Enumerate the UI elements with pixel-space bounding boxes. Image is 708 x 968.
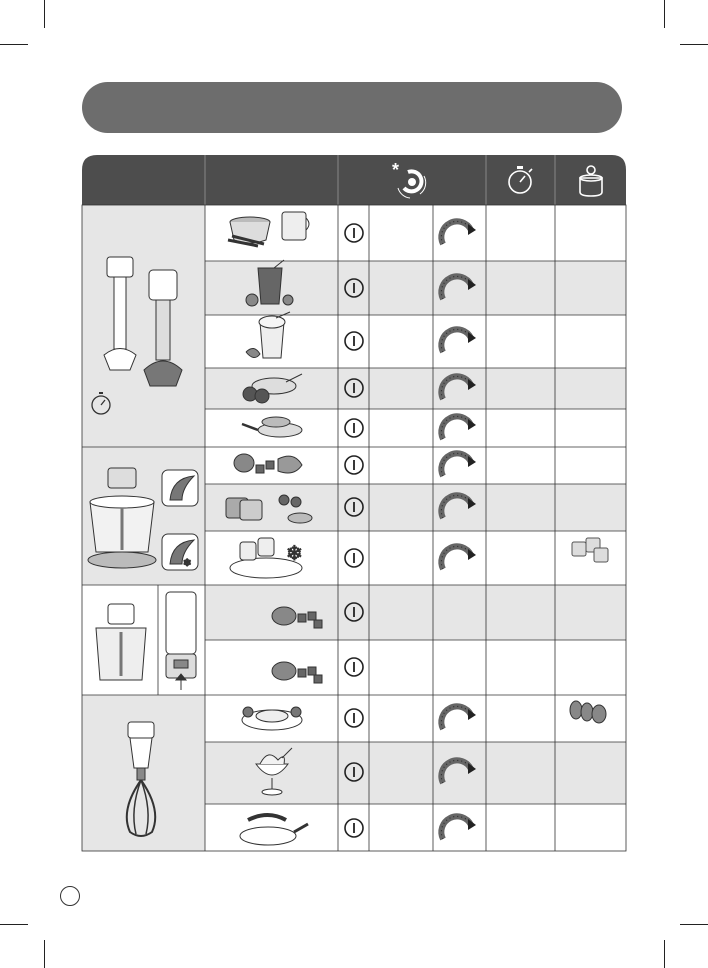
speed-dial-icon (441, 706, 476, 729)
meat-chopping-icon (234, 454, 302, 473)
power-icon (345, 224, 363, 242)
egg-whites-icon (242, 707, 302, 730)
speed-dial-icon (441, 453, 476, 476)
speed-dial-icon (441, 816, 476, 839)
pancake-batter-icon (242, 417, 302, 437)
table-header (82, 155, 626, 205)
power-icon (345, 819, 363, 837)
power-icon (345, 709, 363, 727)
svg-text:❄: ❄ (183, 558, 192, 569)
power-icon (345, 549, 363, 567)
power-icon (345, 419, 363, 437)
ice-crush-icon (230, 538, 303, 578)
meat-small-icon (272, 662, 322, 683)
crepe-pan-icon (240, 815, 308, 845)
eggs-icon (570, 701, 606, 723)
soup-vegetables-icon (228, 212, 309, 246)
speed-dial-icon (441, 221, 476, 244)
svg-text:❄: ❄ (286, 543, 303, 565)
power-icon (345, 456, 363, 474)
svg-text:*: * (392, 160, 400, 180)
milkshake-icon (246, 312, 290, 358)
page-number-badge (60, 886, 80, 906)
power-icon (345, 332, 363, 350)
ice-cubes-icon (572, 538, 608, 562)
power-icon (345, 658, 363, 676)
speed-dial-icon (441, 329, 476, 352)
appliance-cell (82, 205, 205, 447)
speed-dial-icon (441, 416, 476, 439)
speed-dial-icon (441, 546, 476, 569)
